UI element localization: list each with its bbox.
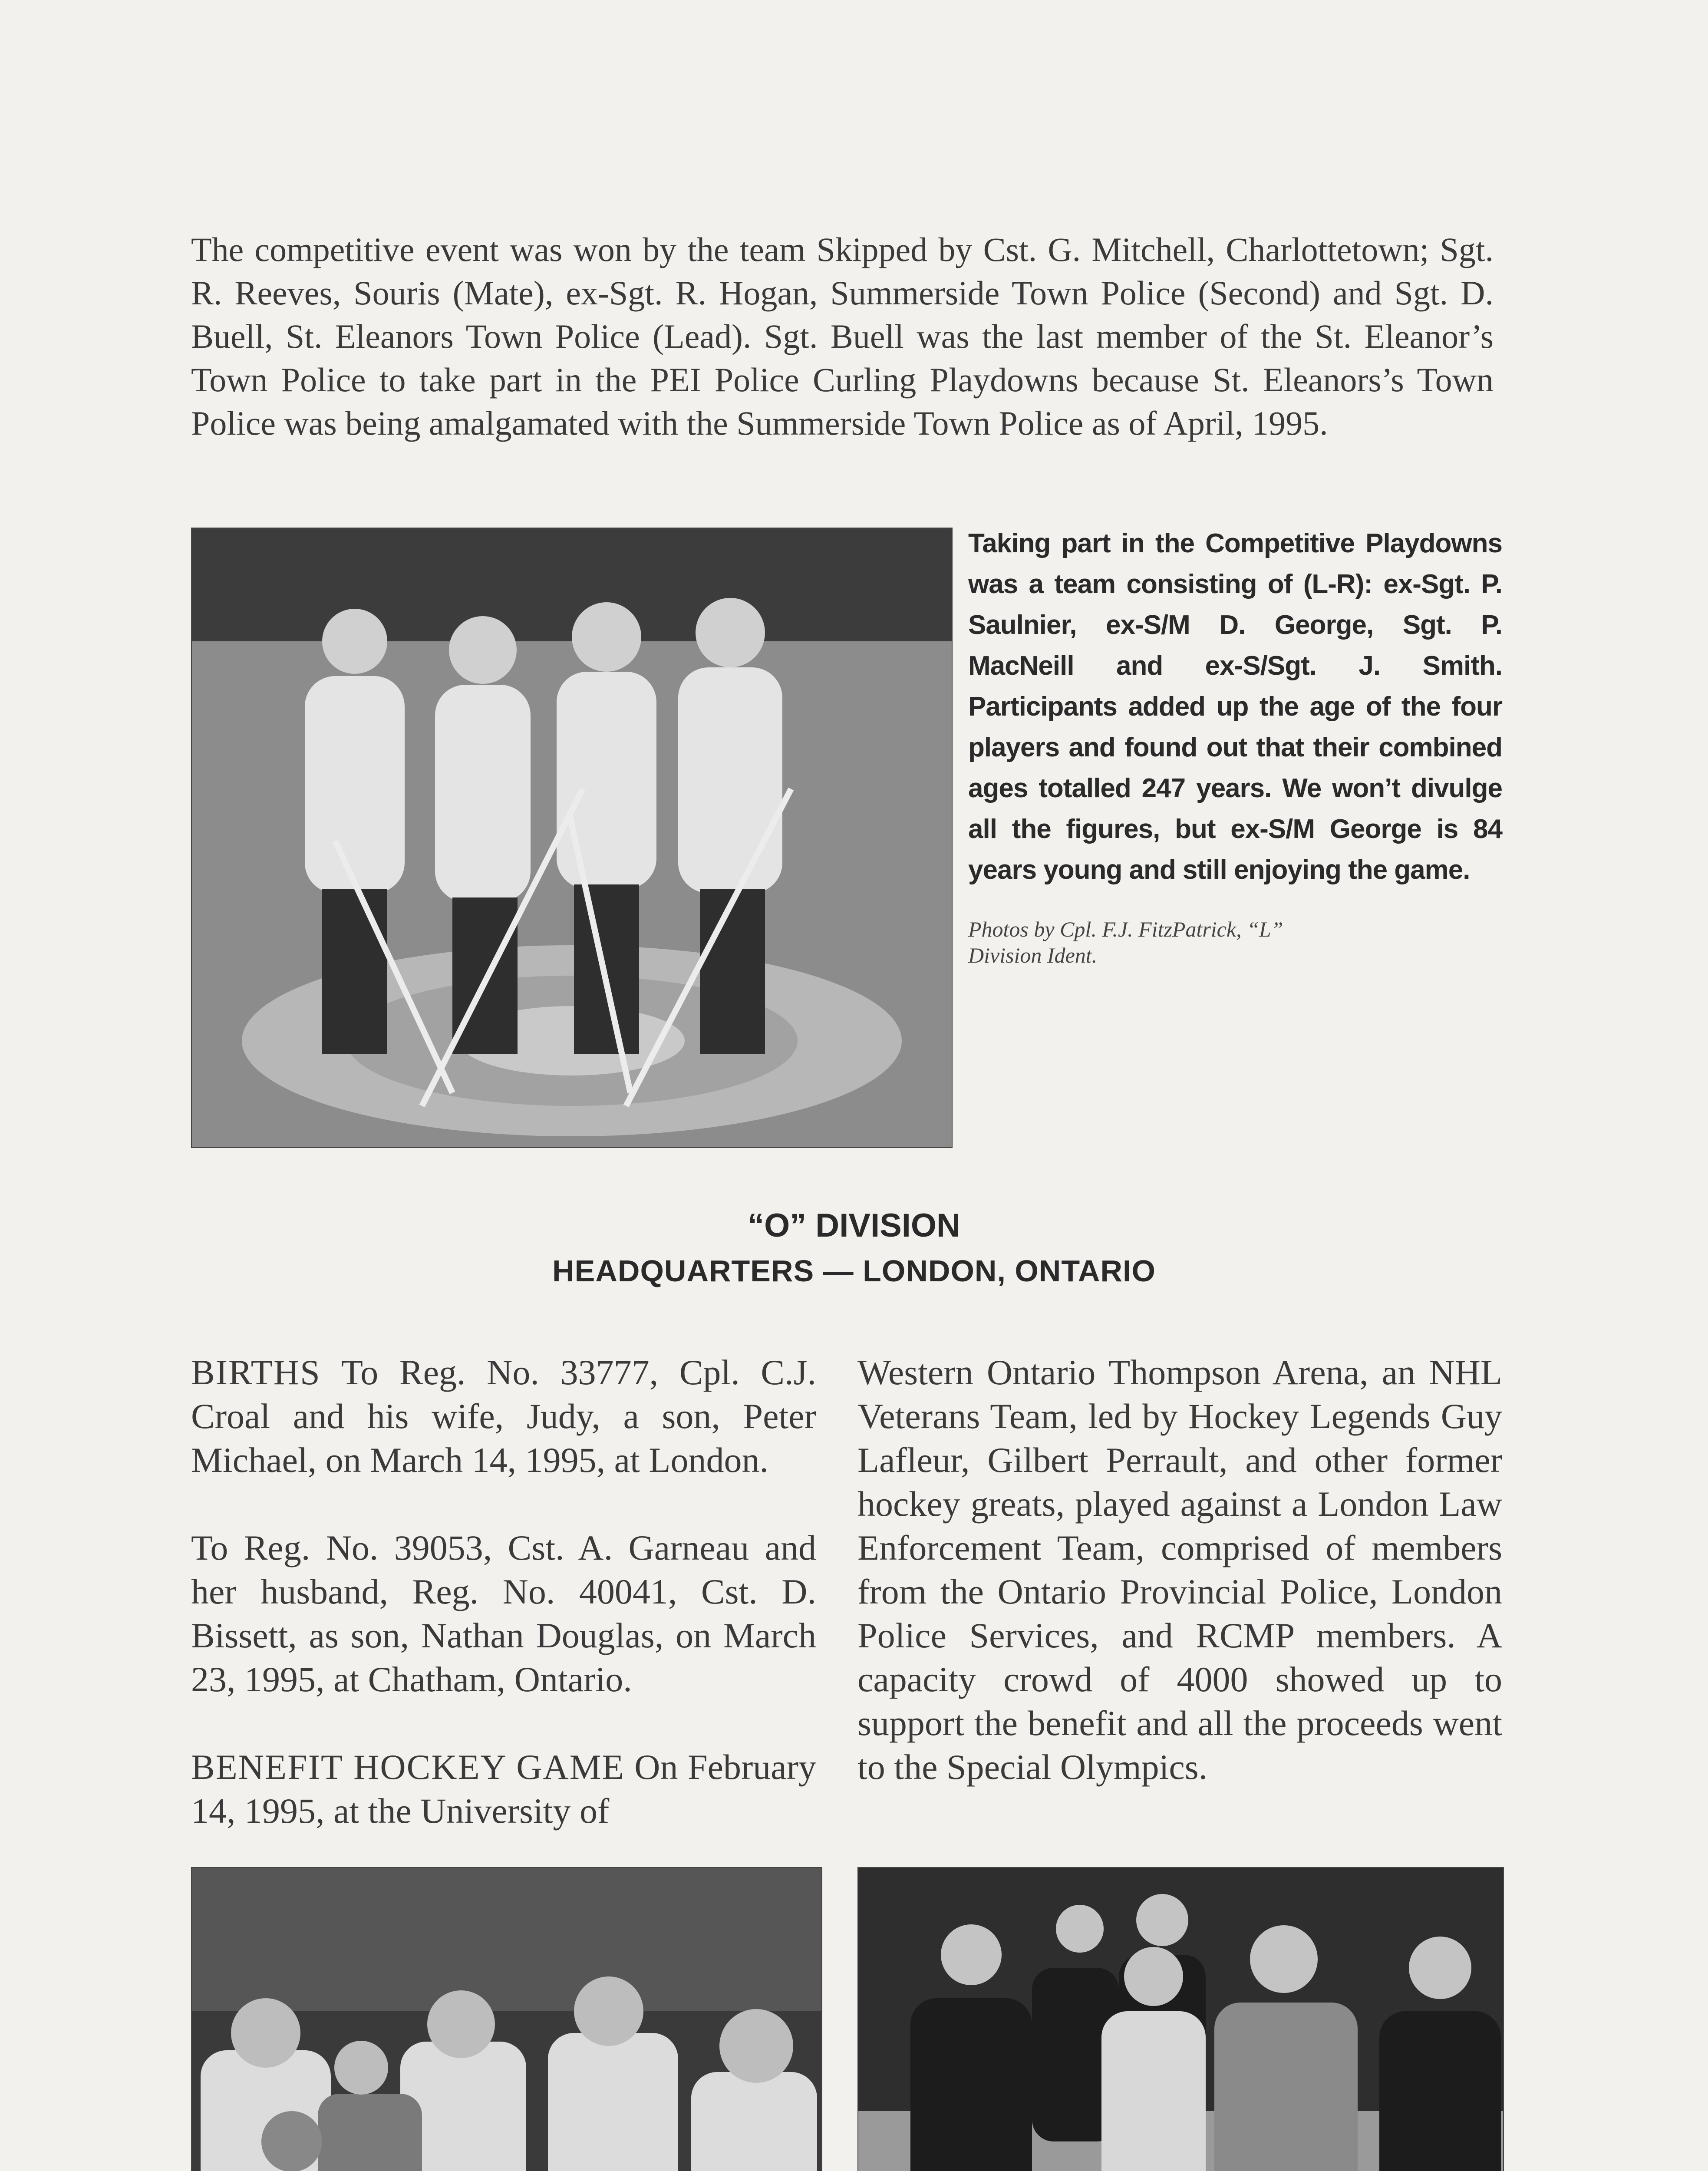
births-second-paragraph: To Reg. No. 39053, Cst. A. Garneau and her husband, Reg. No. 40041, Cst. D. Bissett, as son, Nathan Douglas, on March 23, 1995, at Chatham, Ontario. — [191, 1528, 816, 1699]
hockey-players-photo — [191, 1867, 822, 2171]
benefit-hockey-text: On February 14, 1995, at the University of — [191, 1747, 816, 1831]
births-text: To Reg. No. 33777, Cpl. C.J. Croal and his wife, Judy, a son, Peter Michael, on March 14, 1995, at London. — [191, 1353, 816, 1480]
photo-credit — [968, 916, 1446, 968]
right-column — [857, 1350, 1502, 1789]
photo-credit-line-2: Division Ident. — [968, 943, 1098, 967]
curling-photo-caption: Taking part in the Competitive Playdowns was a team consisting of (L-R): ex-Sgt. P. Saulnier, ex-S/M D. George, Sgt. P. MacNeill and ex-S/Sgt. J. Smith. Participants added up the age of the four players and found out that their combined ages totalled 247 years. We won’t divulge all the figures, but ex-S/M George is 84 years young and still enjoying the game. — [968, 528, 1502, 885]
curling-team-photo — [191, 528, 953, 1148]
special-olympics-photo — [857, 1867, 1504, 2171]
births-lead-in: BIRTHS — [191, 1353, 321, 1392]
photo-credit-line-1: Photos by Cpl. F.J. FitzPatrick, “L” — [968, 917, 1283, 941]
benefit-hockey-lead-in: BENEFIT HOCKEY GAME — [191, 1747, 625, 1787]
division-title: “O” DIVISION — [748, 1207, 960, 1244]
benefit-hockey-continued: Western Ontario Thompson Arena, an NHL Veterans Team, led by Hockey Legends Guy Lafleur, Gilbert Perrault, and other former hockey greats, played against a London Law Enforcement Team, comprised of members from the Ontario Provincial Police, London Police Services, and RCMP members. A capacity crowd of 4000 showed up to support the benefit and all the proceeds went to the Special Olympics. — [857, 1353, 1502, 1787]
births-paragraph — [191, 1350, 816, 1482]
intro-paragraph: The competitive event was won by the team Skipped by Cst. G. Mitchell, Charlottetown; Sgt. R. Reeves, Souris (Mate), ex-Sgt. R. Hogan, Summerside Town Police (Second) and Sgt. D. Buell, St. Eleanors Town Police (Lead). Sgt. Buell was the last member of the St. Eleanor’s Town Police to take part in the PEI Police Curling Playdowns because St. Eleanors’s Town Police was being amalgamated with the Summerside Town Police as of April, 1995. — [191, 231, 1494, 442]
division-subtitle: HEADQUARTERS — LONDON, ONTARIO — [552, 1254, 1156, 1288]
division-heading — [0, 1203, 1708, 1294]
benefit-hockey-paragraph — [191, 1745, 816, 1833]
left-column — [191, 1350, 816, 1833]
